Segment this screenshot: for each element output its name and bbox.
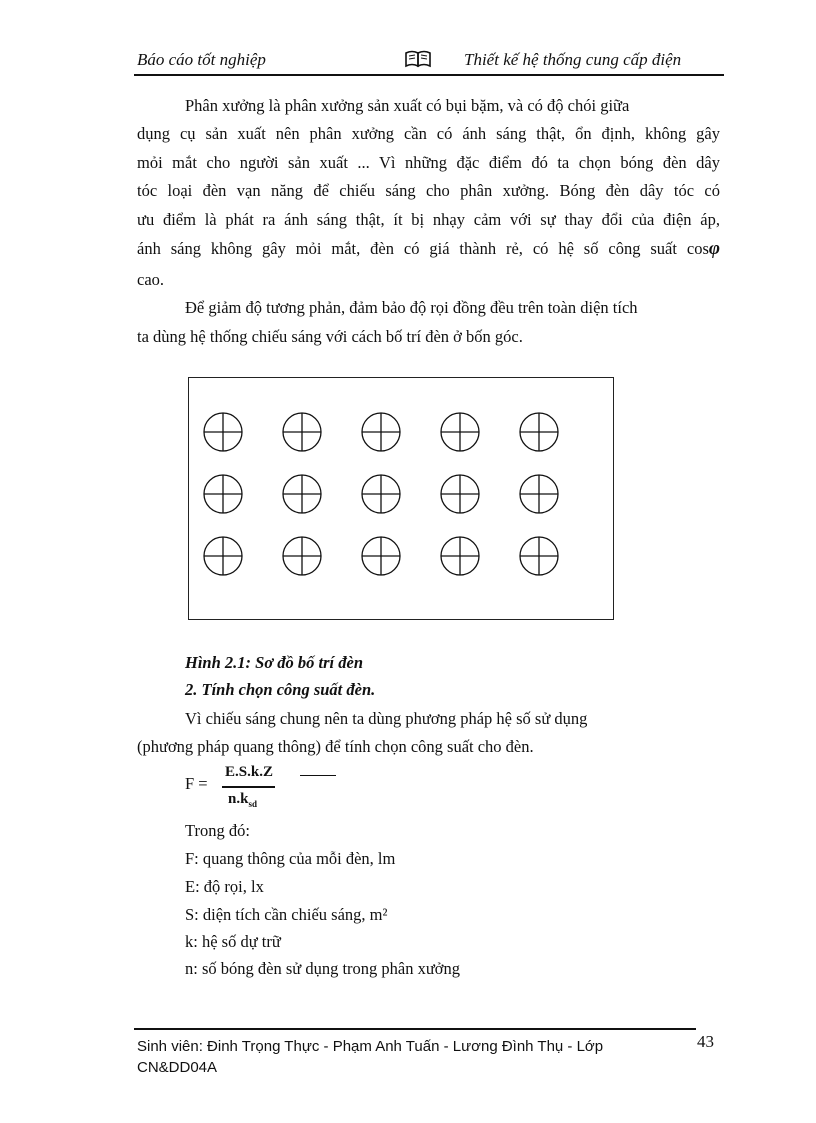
paragraph-1-line-3: mỏi mắt cho người sản xuất ... Vì những đặc điểm đó ta chọn bóng đèn dây	[137, 153, 720, 172]
paragraph-3-line-2: (phương pháp quang thông) để tính chọn công suất cho đèn.	[137, 737, 534, 756]
lamp-symbol-icon	[518, 535, 560, 577]
where-label: Trong đó:	[185, 821, 250, 840]
phi-symbol: φ	[708, 238, 720, 259]
paragraph-2-line-2: ta dùng hệ thống chiếu sáng với cách bố trí đèn ở bốn góc.	[137, 327, 523, 346]
lamp-symbol-icon	[202, 411, 244, 453]
formula-denominator-main: n.k	[228, 791, 249, 807]
footer-authors-line-2: CN&DD04A	[137, 1059, 218, 1076]
formula-dash	[300, 775, 336, 776]
lamp-symbol-icon	[518, 411, 560, 453]
formula-denominator	[228, 791, 257, 809]
definition-item: S: diện tích cần chiếu sáng, m²	[185, 905, 388, 924]
page-number: 43	[697, 1032, 714, 1051]
header-thesis-title: Thiết kế hệ thống cung cấp điện	[464, 50, 682, 69]
lamp-symbol-icon	[439, 473, 481, 515]
lamp-layout-diagram	[188, 377, 614, 620]
lamp-symbol-icon	[518, 473, 560, 515]
lamp-symbol-icon	[202, 535, 244, 577]
definition-item: F: quang thông của mỗi đèn, lm	[185, 849, 396, 868]
footer-authors	[137, 1036, 637, 1078]
formula-denominator-sub: sd	[248, 799, 257, 809]
footer-rule	[134, 1028, 696, 1030]
open-book-icon	[404, 49, 432, 74]
footer-authors-line-1: Sinh viên: Đinh Trọng Thực - Phạm Anh Tuấn - Lương Đình Thụ - Lớp	[137, 1038, 604, 1055]
paragraph-1-line-4: tóc loại đèn vạn năng để chiếu sáng cho phân xưởng. Bóng đèn dây tóc có	[137, 181, 720, 200]
lamp-symbol-icon	[360, 535, 402, 577]
section-heading: 2. Tính chọn công suất đèn.	[185, 680, 376, 699]
luminous-flux-formula	[185, 764, 385, 812]
lamp-symbol-icon	[202, 473, 244, 515]
definition-item: E: độ rọi, lx	[185, 877, 264, 896]
header-rule	[134, 74, 724, 76]
lamp-symbol-icon	[360, 473, 402, 515]
paragraph-1-line-2: dụng cụ sản xuất nên phân xưởng cần có ánh sáng thật, ổn định, không gây	[137, 124, 720, 143]
figure-caption: Hình 2.1: Sơ đồ bố trí đèn	[185, 653, 364, 672]
paragraph-1-line-1: Phân xưởng là phân xưởng sản xuất có bụi bặm, và có độ chói giữa	[185, 96, 630, 115]
definition-item: n: số bóng đèn sử dụng trong phân xưởng	[185, 959, 461, 978]
lamp-symbol-icon	[439, 411, 481, 453]
paragraph-1-end: cao.	[137, 270, 165, 289]
lamp-symbol-icon	[360, 411, 402, 453]
paragraph-1-line-5: ưu điểm là phát ra ánh sáng thật, ít bị nhạy cảm với sự thay đổi của điện áp,	[137, 210, 720, 229]
lamp-symbol-icon	[281, 473, 323, 515]
fraction-bar	[222, 786, 275, 788]
paragraph-2-line-1: Để giảm độ tương phản, đảm bảo độ rọi đồng đều trên toàn diện tích	[185, 298, 638, 317]
lamp-symbol-icon	[281, 535, 323, 577]
formula-lhs: F =	[185, 774, 208, 793]
formula-numerator: E.S.k.Z	[225, 764, 273, 780]
paragraph-1-line-6	[137, 235, 720, 264]
paragraph-3-line-1: Vì chiếu sáng chung nên ta dùng phương pháp hệ số sử dụng	[185, 709, 588, 728]
lamp-symbol-icon	[439, 535, 481, 577]
lamp-symbol-icon	[281, 411, 323, 453]
paragraph-1-line-6-text: ánh sáng không gây mỏi mắt, đèn có giá thành rẻ, có hệ số công suất cos	[137, 239, 709, 258]
header-report-title: Báo cáo tốt nghiệp	[137, 50, 266, 69]
definition-item: k: hệ số dự trữ	[185, 932, 281, 951]
